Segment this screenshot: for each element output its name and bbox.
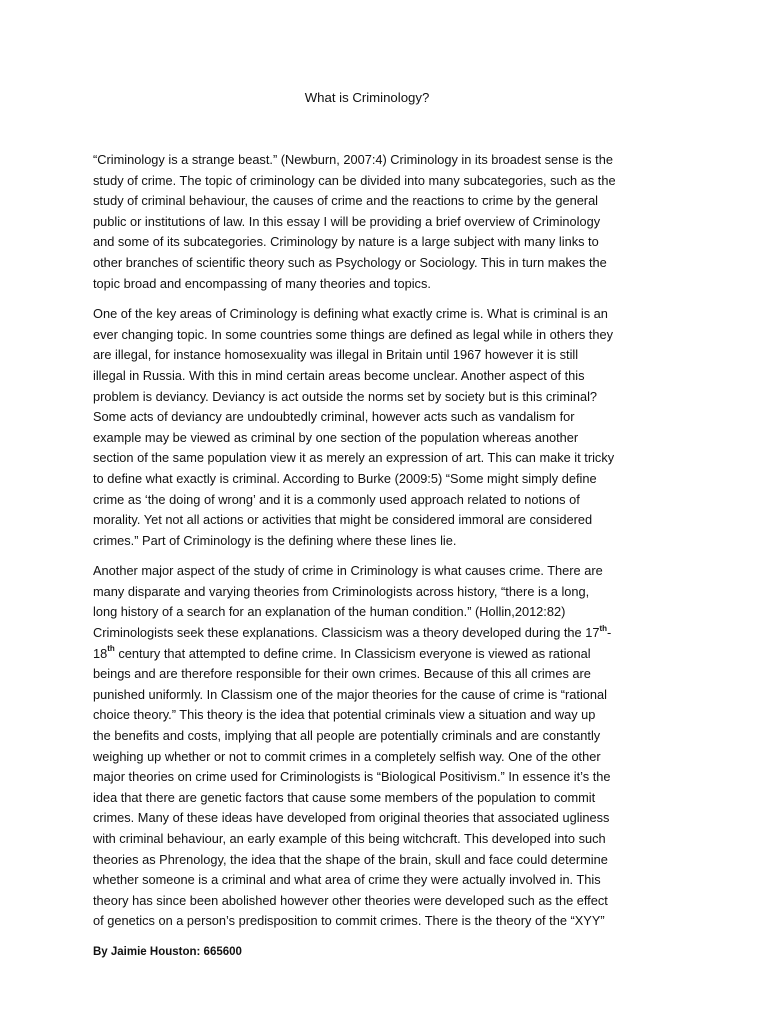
- text-line: and some of its subcategories. Criminology by nature is a large subject with many links to: [93, 234, 599, 250]
- text-segment: Criminologists seek these explanations. Classicism was a theory developed during the 17: [93, 625, 600, 641]
- text-line: with criminal behaviour, an early example of this being witchcraft. This developed into such: [93, 831, 606, 846]
- text-line: ever changing topic. In some countries some things are defined as legal while in others they: [93, 326, 613, 342]
- text-line: choice theory.” This theory is the idea that potential criminals view a situation and way up: [93, 707, 596, 723]
- text-line: crimes.” Part of Criminology is the defining where these lines lie.: [93, 532, 457, 548]
- document-title: What is Criminology?: [304, 90, 430, 105]
- text-line: study of criminal behaviour, the causes of crime and the reactions to crime by the general: [93, 193, 599, 209]
- text-line: whether someone is a criminal and what area of crime they were actually involved in. This: [93, 872, 601, 888]
- text-line: topic broad and encompassing of many theories and topics.: [93, 275, 431, 291]
- text-line: [93, 644, 679, 665]
- text-line: crimes. Many of these ideas have developed from original theories that associated ugliness: [93, 810, 610, 826]
- text-line: “Criminology is a strange beast.” (Newburn, 2007:4) Criminology in its broadest sense is the: [93, 152, 613, 167]
- text-line: section of the same population view it as merely an expression of art. This can make it tricky: [93, 450, 615, 466]
- text-line: many disparate and varying theories from Criminologists across history, “there is a long,: [93, 583, 590, 599]
- text-line: public or institutions of law. In this essay I will be providing a brief overview of Criminology: [93, 213, 601, 229]
- text-line: crime as ‘the doing of wrong’ and it is a commonly used approach related to notions of: [93, 491, 580, 507]
- text-line: weighing up whether or not to commit crimes in a completely selfish way. One of the other: [93, 748, 601, 764]
- text-segment: 18: [93, 645, 108, 661]
- paragraph-1: [93, 150, 679, 294]
- text-line: study of crime. The topic of criminology can be divided into many subcategories, such as the: [93, 172, 616, 188]
- text-line: of genetics on a person’s predisposition to commit crimes. There is the theory of the “XYY”: [93, 913, 605, 929]
- text-line: major theories on crime used for Criminologists is “Biological Positivism.” In essence it’s the: [93, 769, 611, 785]
- text-line: punished uniformly. In Classism one of the major theories for the cause of crime is “rational: [93, 686, 607, 702]
- text-line: long history of a search for an explanation of the human condition.” (Hollin,2012:82): [93, 604, 566, 620]
- text-line: idea that there are genetic factors that cause some members of the population to commit: [93, 789, 596, 805]
- text-line: other branches of scientific theory such as Psychology or Sociology. This in turn makes the: [93, 254, 607, 270]
- text-line: Some acts of deviancy are undoubtedly criminal, however acts such as vandalism for: [93, 409, 575, 425]
- text-line: One of the key areas of Criminology is defining what exactly crime is. What is criminal is an: [93, 306, 608, 322]
- text-line: theories as Phrenology, the idea that the shape of the brain, skull and face could determine: [93, 851, 608, 867]
- text-line: Another major aspect of the study of crime in Criminology is what causes crime. There are: [93, 563, 603, 579]
- text-line: theory has since been abolished however other theories were developed such as the effect: [93, 892, 608, 908]
- text-line: illegal in Russia. With this in mind certain areas become unclear. Another aspect of this: [93, 367, 585, 383]
- text-line: to define what exactly is criminal. According to Burke (2009:5) “Some might simply define: [93, 470, 597, 486]
- author-footer: By Jaimie Houston: 665600: [93, 946, 242, 958]
- text-segment: century that attempted to define crime. In Classicism everyone is viewed as rational: [114, 645, 591, 661]
- superscript-ordinal: th: [599, 623, 608, 633]
- text-line: beings and are therefore responsible for their own crimes. Because of this all crimes are: [93, 666, 591, 682]
- text-line: [93, 623, 679, 644]
- text-line: morality. Yet not all actions or activities that might be considered immoral are considered: [93, 512, 593, 528]
- text-line: problem is deviancy. Deviancy is act outside the norms set by society but is this criminal?: [93, 388, 598, 404]
- paragraph-2: [93, 304, 679, 551]
- text-line: example may be viewed as criminal by one section of the population whereas another: [93, 429, 579, 445]
- text-line: the benefits and costs, implying that all people are potentially criminals and are constantly: [93, 728, 601, 744]
- text-line: are illegal, for instance homosexuality was illegal in Britain until 1967 however it is still: [93, 347, 579, 363]
- superscript-ordinal: th: [107, 644, 115, 654]
- text-segment: -: [607, 625, 612, 641]
- document-body: [93, 150, 679, 942]
- paragraph-3: [93, 561, 679, 932]
